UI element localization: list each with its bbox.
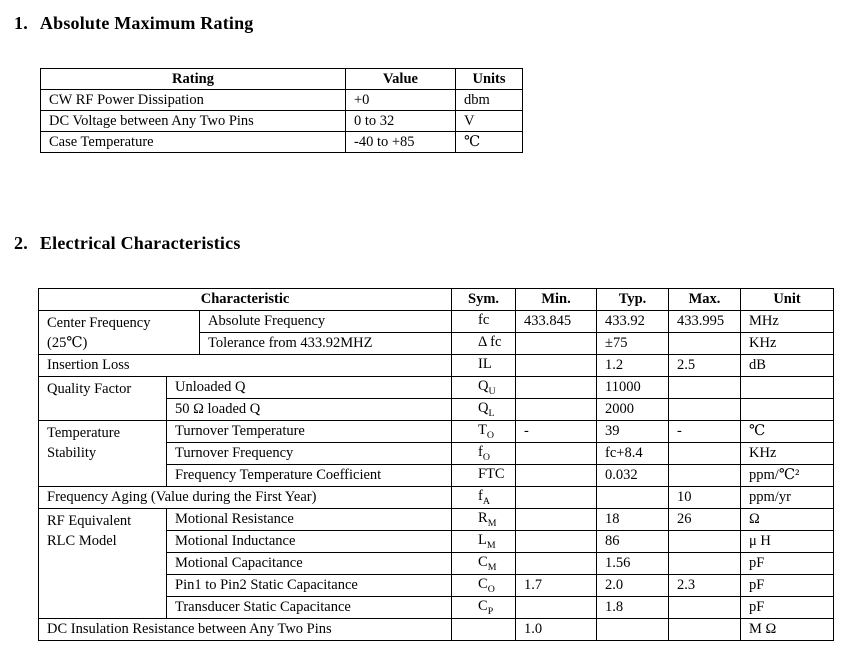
min-cell <box>516 333 597 355</box>
sym-sub: M <box>486 539 496 551</box>
min-cell <box>516 443 597 465</box>
unit-cell: M Ω <box>741 619 834 641</box>
sym-base: f <box>478 488 483 505</box>
group-label-temperature-stability <box>39 421 167 487</box>
characteristic-cell: Motional Inductance <box>167 531 452 553</box>
characteristic-cell: Unloaded Q <box>167 377 452 399</box>
sym-cell <box>452 465 516 487</box>
min-cell <box>516 487 597 509</box>
characteristic-cell: Turnover Frequency <box>167 443 452 465</box>
unit-cell: ppm/℃² <box>741 465 834 487</box>
table-row <box>39 377 834 399</box>
sym-cell <box>452 509 516 531</box>
sym-cell <box>452 377 516 399</box>
max-cell <box>669 443 741 465</box>
sym-base: f <box>478 444 483 461</box>
group-label-line: RLC Model <box>47 533 117 549</box>
sym-cell <box>452 597 516 619</box>
sym-cell <box>452 487 516 509</box>
typ-cell: 18 <box>597 509 669 531</box>
sym-base: Q <box>478 378 489 395</box>
rating-cell: DC Voltage between Any Two Pins <box>41 111 346 132</box>
min-cell <box>516 597 597 619</box>
rating-cell: Case Temperature <box>41 132 346 153</box>
typ-cell: 1.56 <box>597 553 669 575</box>
unit-cell: Ω <box>741 509 834 531</box>
electrical-characteristics-table <box>38 288 834 641</box>
header-unit: Unit <box>741 289 834 311</box>
sym-base: IL <box>478 356 492 373</box>
characteristic-cell: Transducer Static Capacitance <box>167 597 452 619</box>
sym-base: Q <box>478 400 489 417</box>
group-label-quality-factor <box>39 377 167 421</box>
group-label-line: Stability <box>47 445 97 461</box>
characteristic-cell: Pin1 to Pin2 Static Capacitance <box>167 575 452 597</box>
section-2-heading <box>14 233 241 254</box>
sym-base: C <box>478 598 488 615</box>
sym-base: R <box>478 510 488 527</box>
sym-cell <box>452 421 516 443</box>
characteristic-cell: Insertion Loss <box>39 355 452 377</box>
typ-cell: 0.032 <box>597 465 669 487</box>
group-label-line: Center Frequency <box>47 315 151 331</box>
units-cell: dbm <box>456 90 523 111</box>
characteristic-cell: Absolute Frequency <box>200 311 452 333</box>
section-2-title: Electrical Characteristics <box>39 233 241 253</box>
unit-cell: KHz <box>741 333 834 355</box>
max-cell: 2.5 <box>669 355 741 377</box>
header-max: Max. <box>669 289 741 311</box>
typ-cell: 1.8 <box>597 597 669 619</box>
header-typ: Typ. <box>597 289 669 311</box>
group-label-line: RF Equivalent <box>47 513 132 529</box>
sym-sub: L <box>488 407 495 419</box>
max-cell: - <box>669 421 741 443</box>
table-row <box>41 132 523 153</box>
typ-cell <box>597 487 669 509</box>
characteristic-cell: Motional Capacitance <box>167 553 452 575</box>
typ-cell: 2.0 <box>597 575 669 597</box>
group-label-rf-equivalent-rlc-model <box>39 509 167 619</box>
min-cell <box>516 465 597 487</box>
table-row <box>39 619 834 641</box>
sym-base: fc <box>478 312 490 329</box>
typ-cell <box>597 619 669 641</box>
sym-sub: M <box>487 517 497 529</box>
min-cell: - <box>516 421 597 443</box>
max-cell <box>669 597 741 619</box>
section-2-number: 2. <box>14 233 28 253</box>
table-row <box>39 311 834 333</box>
unit-cell: pF <box>741 553 834 575</box>
max-cell <box>669 377 741 399</box>
sym-cell <box>452 399 516 421</box>
table-row <box>39 421 834 443</box>
sym-sub: M <box>487 561 497 573</box>
sym-base: C <box>478 576 488 593</box>
sym-sub: O <box>487 583 495 595</box>
sym-base: L <box>478 532 487 549</box>
unit-cell: ℃ <box>741 421 834 443</box>
min-cell <box>516 377 597 399</box>
value-cell: +0 <box>346 90 456 111</box>
characteristic-cell: Frequency Temperature Coefficient <box>167 465 452 487</box>
typ-cell: fc+8.4 <box>597 443 669 465</box>
sym-cell <box>452 553 516 575</box>
sym-cell <box>452 355 516 377</box>
group-label-line: Quality Factor <box>47 381 132 397</box>
min-cell <box>516 553 597 575</box>
absolute-maximum-rating-table <box>40 68 523 153</box>
header-value: Value <box>346 69 456 90</box>
unit-cell: ppm/yr <box>741 487 834 509</box>
group-label-line: (25℃) <box>47 335 88 351</box>
max-cell: 26 <box>669 509 741 531</box>
sym-base: FTC <box>478 466 505 483</box>
max-cell <box>669 399 741 421</box>
sym-cell <box>452 311 516 333</box>
characteristic-cell: Turnover Temperature <box>167 421 452 443</box>
characteristic-cell: Tolerance from 433.92MHZ <box>200 333 452 355</box>
section-1-heading <box>14 13 254 34</box>
sym-base: Δ fc <box>478 334 502 351</box>
max-cell <box>669 531 741 553</box>
unit-cell: μ H <box>741 531 834 553</box>
unit-cell: dB <box>741 355 834 377</box>
typ-cell: 1.2 <box>597 355 669 377</box>
sym-base: C <box>478 554 488 571</box>
sym-sub: P <box>487 605 494 617</box>
characteristic-cell: Motional Resistance <box>167 509 452 531</box>
section-1-title: Absolute Maximum Rating <box>39 13 254 33</box>
group-label-center-frequency <box>39 311 200 355</box>
unit-cell: pF <box>741 597 834 619</box>
table-row <box>41 111 523 132</box>
table-row <box>39 487 834 509</box>
sym-cell <box>452 619 516 641</box>
min-cell: 433.845 <box>516 311 597 333</box>
characteristic-cell: Frequency Aging (Value during the First Year) <box>39 487 452 509</box>
header-min: Min. <box>516 289 597 311</box>
sym-sub: A <box>482 495 490 507</box>
min-cell <box>516 509 597 531</box>
typ-cell: 39 <box>597 421 669 443</box>
max-cell <box>669 465 741 487</box>
header-sym: Sym. <box>452 289 516 311</box>
unit-cell: pF <box>741 575 834 597</box>
sym-cell <box>452 333 516 355</box>
unit-cell: KHz <box>741 443 834 465</box>
unit-cell: MHz <box>741 311 834 333</box>
section-1-number: 1. <box>14 13 28 33</box>
sym-sub: U <box>488 385 496 397</box>
typ-cell: 433.92 <box>597 311 669 333</box>
value-cell: 0 to 32 <box>346 111 456 132</box>
table-row <box>41 90 523 111</box>
characteristic-cell: 50 Ω loaded Q <box>167 399 452 421</box>
units-cell: ℃ <box>456 132 523 153</box>
value-cell: -40 to +85 <box>346 132 456 153</box>
rating-cell: CW RF Power Dissipation <box>41 90 346 111</box>
table-row <box>39 355 834 377</box>
min-cell <box>516 355 597 377</box>
min-cell <box>516 399 597 421</box>
characteristic-cell: DC Insulation Resistance between Any Two Pins <box>39 619 452 641</box>
table-header-row <box>41 69 523 90</box>
max-cell: 433.995 <box>669 311 741 333</box>
sym-cell <box>452 575 516 597</box>
min-cell <box>516 531 597 553</box>
header-units: Units <box>456 69 523 90</box>
group-label-line: Temperature <box>47 425 121 441</box>
header-rating: Rating <box>41 69 346 90</box>
sym-base: T <box>478 422 487 439</box>
sym-sub: O <box>486 429 494 441</box>
sym-cell <box>452 531 516 553</box>
sym-sub: O <box>482 451 490 463</box>
min-cell: 1.7 <box>516 575 597 597</box>
max-cell <box>669 619 741 641</box>
typ-cell: 2000 <box>597 399 669 421</box>
sym-cell <box>452 443 516 465</box>
max-cell <box>669 333 741 355</box>
units-cell: V <box>456 111 523 132</box>
typ-cell: 11000 <box>597 377 669 399</box>
header-characteristic: Characteristic <box>39 289 452 311</box>
typ-cell: 86 <box>597 531 669 553</box>
table-row <box>39 509 834 531</box>
typ-cell: ±75 <box>597 333 669 355</box>
table-header-row <box>39 289 834 311</box>
min-cell: 1.0 <box>516 619 597 641</box>
max-cell: 10 <box>669 487 741 509</box>
max-cell <box>669 553 741 575</box>
max-cell: 2.3 <box>669 575 741 597</box>
unit-cell <box>741 377 834 399</box>
unit-cell <box>741 399 834 421</box>
